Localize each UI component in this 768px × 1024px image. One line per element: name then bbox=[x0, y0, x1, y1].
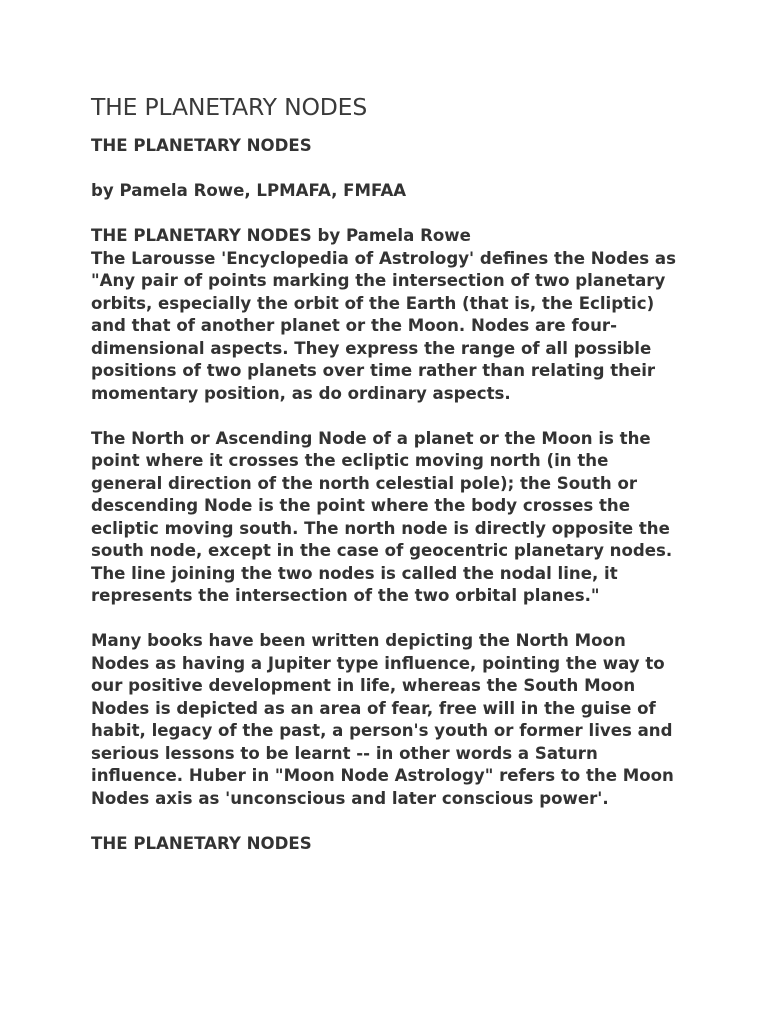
document-byline bbox=[91, 180, 691, 203]
spacer bbox=[91, 203, 691, 226]
paragraph-3 bbox=[91, 630, 691, 810]
paragraph-1-line: and that of another planet or the Moon. Nodes are four- bbox=[91, 316, 617, 335]
paragraph-3-line: serious lessons to be learnt -- in other words a Saturn bbox=[91, 743, 598, 763]
paragraph-1-line: positions of two planets over time rather than relating their bbox=[91, 361, 656, 380]
spacer bbox=[91, 158, 691, 181]
byline-text: by Pamela Rowe, LPMAFA, FMFAA bbox=[91, 181, 407, 200]
paragraph-1-line: "Any pair of points marking the intersection of two planetary bbox=[91, 271, 666, 290]
document-title: THE PLANETARY NODES bbox=[91, 93, 368, 121]
paragraph-1-line: orbits, especially the orbit of the Earth (that is, the Ecliptic) bbox=[91, 293, 655, 313]
spacer bbox=[91, 810, 691, 833]
paragraph-1 bbox=[91, 225, 691, 405]
paragraph-3-line: Many books have been written depicting the North Moon bbox=[91, 631, 626, 650]
paragraph-2-line: south node, except in the case of geocentric planetary nodes. bbox=[91, 541, 673, 560]
paragraph-2-line: The North or Ascending Node of a planet or the Moon is the bbox=[91, 428, 651, 448]
paragraph-1-line: momentary position, as do ordinary aspects. bbox=[91, 383, 511, 403]
subtitle-text: THE PLANETARY NODES bbox=[91, 136, 312, 155]
paragraph-3-line: habit, legacy of the past, a person's youth or former lives and bbox=[91, 721, 673, 740]
document-subtitle bbox=[91, 135, 691, 158]
paragraph-2-line: general direction of the north celestial pole); the South or bbox=[91, 473, 638, 493]
paragraph-1-line: dimensional aspects. They express the range of all possible bbox=[91, 338, 652, 358]
paragraph-2-line: The line joining the two nodes is called the nodal line, it bbox=[91, 563, 618, 583]
paragraph-3-line: our positive development in life, whereas the South Moon bbox=[91, 676, 636, 695]
document-page bbox=[91, 92, 691, 855]
spacer bbox=[91, 608, 691, 631]
paragraph-3-line: Nodes axis as 'unconscious and later conscious power'. bbox=[91, 788, 609, 808]
paragraph-1-line: THE PLANETARY NODES by Pamela Rowe bbox=[91, 226, 471, 245]
paragraph-3-line: Nodes is depicted as an area of fear, free will in the guise of bbox=[91, 698, 656, 718]
paragraph-2 bbox=[91, 428, 691, 608]
paragraph-3-line: influence. Huber in "Moon Node Astrology" refers to the Moon bbox=[91, 766, 674, 785]
paragraph-2-line: descending Node is the point where the body crosses the bbox=[91, 496, 630, 515]
paragraph-2-line: point where it crosses the ecliptic moving north (in the bbox=[91, 451, 609, 470]
paragraph-1-line: The Larousse 'Encyclopedia of Astrology' defines the Nodes as bbox=[91, 248, 676, 268]
paragraph-2-line: represents the intersection of the two orbital planes." bbox=[91, 586, 600, 605]
spacer bbox=[91, 405, 691, 428]
closing-heading-text: THE PLANETARY NODES bbox=[91, 833, 312, 853]
closing-heading bbox=[91, 833, 691, 856]
paragraph-3-line: Nodes as having a Jupiter type influence, pointing the way to bbox=[91, 653, 665, 673]
paragraph-2-line: ecliptic moving south. The north node is directly opposite the bbox=[91, 518, 670, 538]
